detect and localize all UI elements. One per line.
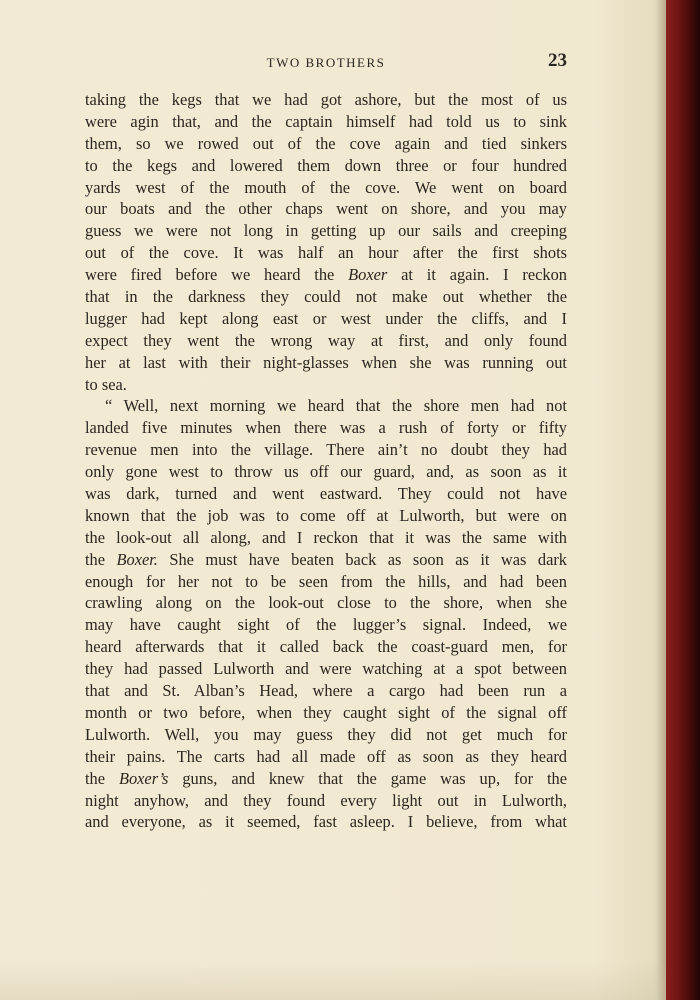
book-binding (666, 0, 700, 1000)
page-number: 23 (548, 50, 567, 71)
text-line: her at last with their night-glasses when she was running out (85, 352, 567, 372)
ship-name: Boxer (348, 265, 388, 285)
text-line: was dark, turned and went eastward. They could not have (85, 484, 567, 504)
text-line: expect they went the wrong way at first, and only found (85, 330, 567, 350)
text-line: heard afterwards that it called back the coast-guard men, for (85, 637, 567, 657)
text-line: and everyone, as it seemed, fast asleep. I believe, from what (85, 812, 567, 832)
text-line: may have caught sight of the lugger’s signal. Indeed, we (85, 615, 567, 635)
text-segment: guns, and knew that the game was up, for the (168, 768, 568, 788)
text-line: night anyhow, and they found every light out in Lulworth, (85, 790, 567, 810)
page-bottom-shade (0, 960, 666, 1000)
text-line: only gone west to throw us off our guard, and, as soon as it (85, 462, 567, 482)
text-line: their pains. The carts had all made off as soon as they heard (85, 746, 567, 766)
body-text (85, 89, 567, 833)
text-line: the look-out all along, and I reckon that it was the same with (85, 527, 567, 547)
text-segment: the (85, 549, 117, 569)
text-line (85, 768, 567, 790)
page-edge-shadow (656, 0, 666, 1000)
text-segment: the (85, 768, 119, 788)
text-line: yards west of the mouth of the cove. We went on board (85, 177, 567, 197)
running-head: TWO BROTHERS (266, 55, 386, 70)
text-line: they had passed Lulworth and were watching at a spot between (85, 659, 567, 679)
text-line: “ Well, next morning we heard that the shore men had not (105, 396, 567, 416)
text-line (85, 264, 567, 286)
text-line: our boats and the other chaps went on shore, and you may (85, 199, 567, 219)
text-line: Lulworth. Well, you may guess they did not get much for (85, 724, 567, 744)
text-line: taking the kegs that we had got ashore, but the most of us (85, 90, 567, 109)
text-segment: She must have beaten back as soon as it was dark (157, 549, 567, 569)
text-line: known that the job was to come off at Lulworth, but were on (85, 505, 567, 525)
page-header (85, 50, 567, 74)
text-line: to the kegs and lowered them down three or four hundred (85, 155, 567, 175)
text-line: out of the cove. It was half an hour after the first shots (85, 243, 567, 263)
text-line: them, so we rowed out of the cove again and tied sinkers (85, 133, 567, 153)
text-line (85, 549, 567, 571)
text-line: crawling along on the look-out close to the shore, when she (85, 593, 567, 613)
text-line: that in the darkness they could not make out whether the (85, 287, 567, 307)
text-line: landed five minutes when there was a rush of forty or fifty (85, 418, 567, 438)
text-line: were agin that, and the captain himself had told us to sink (85, 111, 567, 131)
text-line: to sea. (85, 374, 127, 394)
text-line: that and St. Alban’s Head, where a cargo had been run a (85, 681, 567, 701)
text-segment: were fired before we heard the (85, 265, 349, 285)
text-line: enough for her not to be seen from the hills, and had been (85, 571, 567, 591)
ship-name: Boxer. (116, 549, 158, 569)
text-line: month or two before, when they caught sight of the signal off (85, 702, 567, 722)
text-line: guess we were not long in getting up our sails and creeping (85, 221, 567, 241)
text-segment: at it again. I reckon (387, 265, 567, 285)
ship-name: Boxer’s (118, 768, 169, 788)
text-line: lugger had kept along east or west under the cliffs, and I (85, 308, 567, 328)
text-line: revenue men into the village. There ain’t no doubt they had (85, 440, 567, 460)
